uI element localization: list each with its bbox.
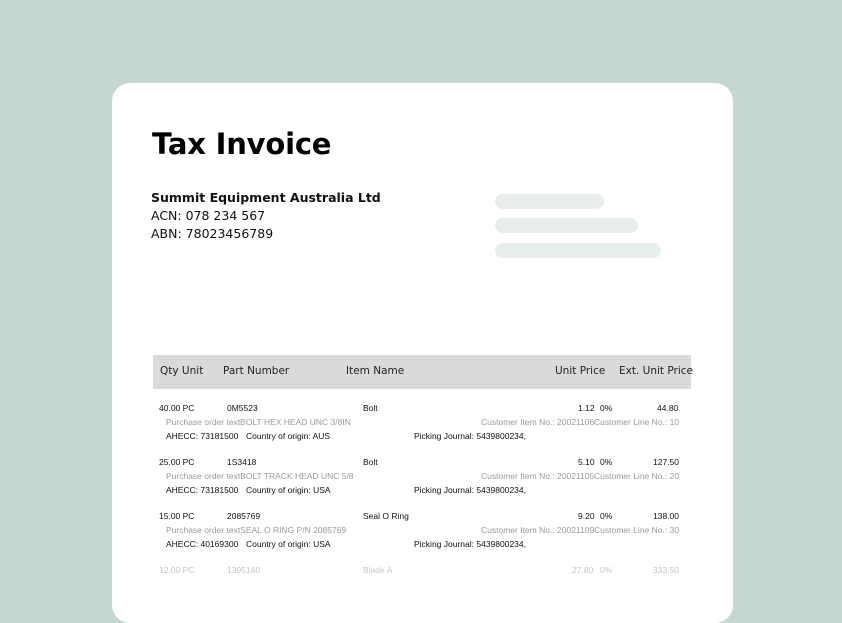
cell-origin: Country of origin: USA xyxy=(246,539,331,549)
cell-unit-price: 27.80 xyxy=(572,565,594,575)
cell-tax: 0% xyxy=(600,457,613,467)
table-row xyxy=(112,511,733,565)
cell-po-text: Purchase order textBOLT TRACK HEAD UNC 5/8 xyxy=(166,471,354,481)
cell-item: Bolt xyxy=(363,403,378,413)
cell-customer-line: Customer Line No.: 30 xyxy=(594,525,680,535)
cell-item: Seal O Ring xyxy=(363,511,409,521)
cell-customer-line: Customer Line No.: 20 xyxy=(594,471,680,481)
cell-part: 2085769 xyxy=(227,511,261,521)
cell-unit-price: 5.10 xyxy=(578,457,595,467)
cell-ext-price: 333.50 xyxy=(653,565,679,575)
table-header xyxy=(153,355,691,389)
cell-part: 1395140 xyxy=(227,565,261,575)
invoice-title: Tax Invoice xyxy=(152,127,332,161)
cell-origin: Country of origin: AUS xyxy=(246,431,331,441)
cell-ahecc: AHECC: 40169300 xyxy=(166,539,239,549)
invoice-card xyxy=(112,83,733,623)
cell-ext-price: 138.00 xyxy=(653,511,679,521)
cell-customer-item: Customer Item No.: 20021106 xyxy=(481,417,595,427)
cell-item: Bolt xyxy=(363,457,378,467)
cell-picking: Picking Journal: 5439800234, xyxy=(414,539,526,549)
column-header-part: Part Number xyxy=(223,365,290,377)
cell-customer-item: Customer Item No.: 20021105 xyxy=(481,471,595,481)
placeholder-line xyxy=(495,194,604,209)
cell-po-text: Purchase order textSEAL O RING P/N 2085769 xyxy=(166,525,347,535)
cell-unit-price: 1.12 xyxy=(578,403,595,413)
cell-customer-item: Customer Item No.: 20021109 xyxy=(481,525,595,535)
company-info xyxy=(151,189,381,243)
placeholder-line xyxy=(495,218,638,233)
company-abn: ABN: 78023456789 xyxy=(151,226,274,241)
company-name: Summit Equipment Australia Ltd xyxy=(151,190,381,205)
cell-tax: 0% xyxy=(600,403,613,413)
cell-unit-price: 9.20 xyxy=(578,511,595,521)
cell-qty: 12.00 PC xyxy=(159,565,195,575)
cell-origin: Country of origin: USA xyxy=(246,485,331,495)
cell-ext-price: 44.80 xyxy=(657,403,679,413)
cell-ahecc: AHECC: 73181500 xyxy=(166,431,239,441)
cell-customer-line: Customer Line No.: 10 xyxy=(594,417,680,427)
column-header-qty: Qty Unit xyxy=(160,365,204,377)
cell-part: 0M5523 xyxy=(227,403,258,413)
table-row xyxy=(112,403,733,457)
cell-po-text: Purchase order textBOLT HEX HEAD UNC 3/8IN xyxy=(166,417,351,427)
cell-picking: Picking Journal: 5439800234, xyxy=(414,431,526,441)
column-header-ext-price: Ext. Unit Price xyxy=(619,365,693,377)
cell-tax: 0% xyxy=(600,511,613,521)
cell-qty: 40.00 PC xyxy=(159,403,195,413)
table-row xyxy=(112,457,733,511)
cell-picking: Picking Journal: 5439800234, xyxy=(414,485,526,495)
cell-tax: 0% xyxy=(600,565,613,575)
cell-ext-price: 127.50 xyxy=(653,457,679,467)
cell-qty: 15.00 PC xyxy=(159,511,195,521)
cell-qty: 25.00 PC xyxy=(159,457,195,467)
company-acn: ACN: 078 234 567 xyxy=(151,208,266,223)
cell-ahecc: AHECC: 73181500 xyxy=(166,485,239,495)
cell-item: Blade A xyxy=(363,565,393,575)
placeholder-line xyxy=(495,243,661,258)
column-header-unit-price: Unit Price xyxy=(555,365,606,377)
cell-part: 1S3418 xyxy=(227,457,257,467)
column-header-item: Item Name xyxy=(346,365,405,377)
